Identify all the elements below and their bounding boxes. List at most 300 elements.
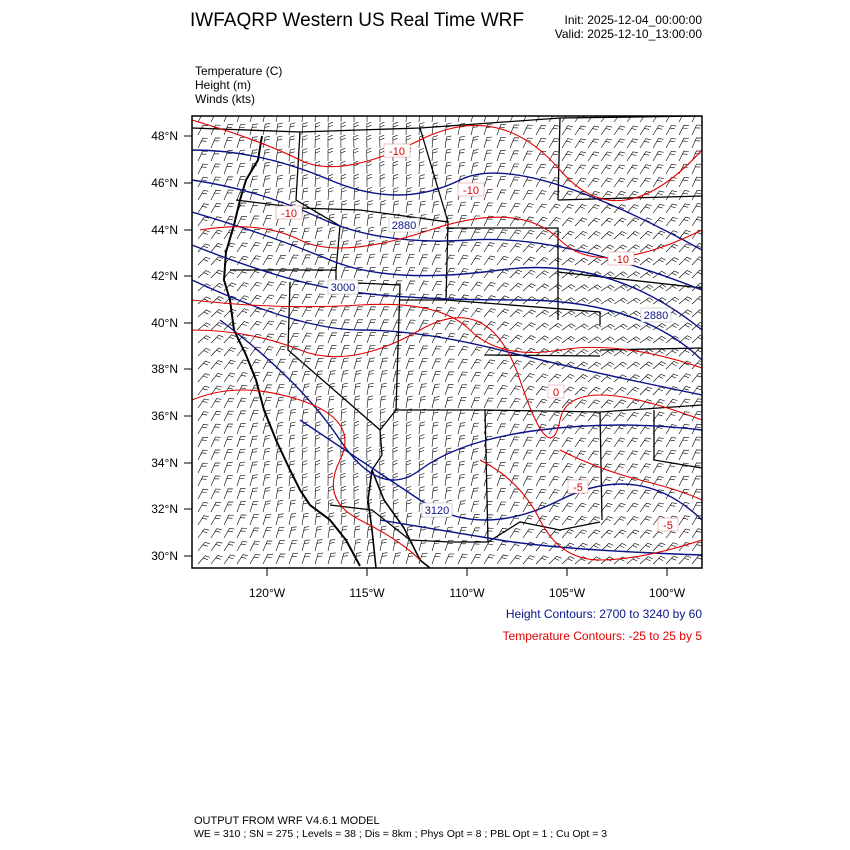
wind-barb bbox=[263, 295, 274, 304]
wind-barb bbox=[497, 449, 506, 460]
wind-barb bbox=[601, 178, 612, 187]
wind-barb bbox=[510, 164, 519, 174]
wind-barb bbox=[627, 362, 640, 369]
wind-barb bbox=[471, 398, 480, 408]
wind-barb bbox=[588, 231, 601, 239]
wind-barb bbox=[653, 204, 665, 213]
lon-label: 100°W bbox=[648, 586, 686, 600]
wind-barb bbox=[276, 554, 285, 564]
wind-barb bbox=[406, 241, 414, 252]
wind-barb bbox=[627, 126, 638, 135]
wind-barb bbox=[263, 176, 271, 187]
wind-barb bbox=[458, 397, 467, 408]
wind-barb bbox=[627, 218, 639, 226]
wind-barb bbox=[341, 122, 346, 135]
wind-barb bbox=[679, 529, 690, 538]
wind-barb bbox=[419, 268, 428, 278]
wind-barb bbox=[354, 148, 359, 161]
wind-barb bbox=[315, 473, 320, 486]
wind-barb bbox=[627, 387, 639, 395]
wind-barb bbox=[432, 359, 441, 369]
wind-barb bbox=[224, 555, 235, 564]
wind-barb bbox=[224, 463, 233, 473]
wind-barb bbox=[354, 539, 361, 551]
wind-barb bbox=[471, 475, 479, 486]
wind-barb bbox=[471, 385, 481, 395]
wind-barb bbox=[627, 451, 638, 460]
wind-barb bbox=[198, 556, 210, 564]
wind-barb bbox=[497, 411, 507, 421]
wind-barb bbox=[354, 371, 361, 382]
wind-barb bbox=[484, 256, 495, 265]
wind-barb bbox=[588, 477, 599, 486]
wind-barb bbox=[575, 231, 588, 239]
wind-barb bbox=[562, 516, 574, 525]
wind-barb bbox=[445, 346, 455, 356]
wind-barb bbox=[562, 400, 574, 409]
wind-barb bbox=[380, 333, 389, 343]
height-contour-legend: Height Contours: 2700 to 3240 by 60 bbox=[505, 607, 702, 621]
wind-barb bbox=[341, 409, 347, 422]
wind-barb bbox=[640, 543, 652, 551]
wind-barb bbox=[575, 298, 588, 304]
wind-barb bbox=[354, 201, 360, 213]
wind-barb bbox=[250, 462, 258, 473]
wind-barb bbox=[263, 282, 274, 291]
wind-barb bbox=[445, 435, 452, 447]
wind-barb bbox=[601, 517, 613, 525]
wind-barb bbox=[614, 451, 625, 460]
wind-barb bbox=[224, 450, 233, 460]
wind-barb bbox=[419, 473, 424, 486]
wind-barb bbox=[471, 449, 479, 460]
wind-barb bbox=[549, 284, 562, 291]
wind-barb bbox=[315, 188, 321, 200]
wind-barb bbox=[289, 448, 295, 460]
wind-barb bbox=[224, 360, 236, 369]
wind-barb bbox=[315, 447, 320, 460]
wind-barb bbox=[445, 487, 452, 499]
height-label bbox=[422, 503, 452, 517]
wind-barb bbox=[289, 422, 296, 434]
wind-barb bbox=[328, 473, 333, 486]
wind-barb bbox=[692, 190, 702, 200]
wind-barb bbox=[458, 347, 468, 357]
wind-barb bbox=[406, 268, 415, 278]
wind-barb bbox=[250, 411, 259, 422]
wind-barb bbox=[380, 161, 385, 174]
wind-barb bbox=[237, 216, 247, 226]
svg-text:2880: 2880 bbox=[391, 220, 417, 232]
wind-barb bbox=[497, 112, 506, 122]
wind-barb bbox=[432, 435, 438, 447]
wind-barb bbox=[666, 476, 676, 486]
wind-barb bbox=[406, 553, 414, 564]
wind-barb bbox=[497, 424, 506, 434]
wind-barb bbox=[523, 125, 533, 135]
wind-barb bbox=[614, 245, 627, 252]
wind-barb bbox=[406, 434, 411, 447]
wind-barb bbox=[198, 476, 208, 486]
wind-barb bbox=[393, 241, 401, 252]
wind-barb bbox=[419, 540, 427, 551]
wind-barb bbox=[666, 503, 677, 512]
wind-barb bbox=[575, 139, 586, 148]
wind-barb bbox=[406, 422, 412, 435]
wind-barb bbox=[380, 214, 387, 226]
svg-text:0: 0 bbox=[552, 387, 560, 399]
wind-barb bbox=[198, 516, 209, 525]
wind-barb bbox=[458, 474, 465, 486]
wind-barb bbox=[692, 529, 703, 538]
wind-barb bbox=[549, 556, 561, 564]
svg-text:-10: -10 bbox=[281, 208, 297, 220]
wind-barb bbox=[211, 112, 221, 122]
wind-barb bbox=[614, 400, 626, 408]
wind-barb bbox=[640, 126, 651, 135]
wind-barb bbox=[549, 311, 562, 318]
wind-barb bbox=[237, 230, 247, 240]
wind-barb bbox=[276, 136, 283, 148]
wind-barb bbox=[601, 413, 613, 422]
svg-text:-5: -5 bbox=[573, 482, 583, 494]
wind-barb bbox=[380, 409, 386, 422]
wind-barb bbox=[627, 412, 639, 421]
lon-label: 120°W bbox=[248, 586, 286, 600]
wind-barb bbox=[601, 451, 612, 460]
wind-barb bbox=[211, 542, 222, 551]
wind-barb bbox=[549, 204, 560, 213]
wind-barb bbox=[575, 152, 586, 161]
wind-barb bbox=[536, 374, 548, 382]
wind-barb bbox=[302, 553, 311, 564]
wind-barb bbox=[627, 503, 638, 512]
wind-barb bbox=[393, 486, 398, 499]
wind-barb bbox=[367, 553, 375, 564]
wind-barb bbox=[341, 513, 347, 525]
wind-barb bbox=[406, 358, 415, 369]
wind-barb bbox=[640, 425, 651, 434]
wind-barb bbox=[341, 214, 348, 226]
wind-barb bbox=[198, 257, 210, 265]
wind-barb bbox=[471, 163, 479, 174]
wind-barb bbox=[237, 449, 245, 460]
wind-barb bbox=[250, 137, 258, 148]
wind-barb bbox=[198, 151, 208, 161]
wind-barb bbox=[237, 424, 246, 434]
wind-barb bbox=[666, 113, 677, 122]
wind-barb bbox=[471, 256, 482, 265]
wind-barb bbox=[406, 460, 411, 473]
wind-barb bbox=[536, 336, 549, 343]
wind-barb bbox=[575, 258, 588, 265]
init-time: Init: 2025-12-04_00:00:00 bbox=[564, 13, 702, 27]
wind-barb bbox=[562, 231, 574, 239]
longitude-ticks bbox=[267, 568, 667, 576]
wind-barb bbox=[484, 282, 496, 291]
wind-barb bbox=[497, 360, 508, 369]
wind-barb bbox=[562, 285, 575, 292]
wind-barb bbox=[224, 411, 234, 421]
wind-barb bbox=[380, 281, 389, 291]
lat-label: 32°N bbox=[151, 502, 178, 516]
wind-barb bbox=[211, 230, 222, 239]
wind-barb bbox=[289, 320, 299, 330]
wind-barb bbox=[302, 307, 312, 317]
wind-barb bbox=[588, 324, 601, 330]
wind-barb bbox=[601, 139, 612, 148]
wind-barb bbox=[523, 336, 536, 344]
wind-barb bbox=[263, 528, 272, 538]
wind-barb bbox=[406, 396, 413, 408]
wind-barb bbox=[432, 281, 442, 291]
wind-barb bbox=[445, 372, 454, 382]
wind-barb bbox=[341, 371, 349, 382]
wind-barb bbox=[510, 555, 522, 564]
wind-barb bbox=[289, 435, 295, 447]
wind-barb bbox=[484, 373, 495, 383]
wind-barb bbox=[640, 412, 652, 421]
model-version: OUTPUT FROM WRF V4.6.1 MODEL bbox=[194, 815, 380, 827]
wind-barb bbox=[263, 347, 274, 356]
wind-barb bbox=[328, 371, 336, 382]
wind-barb bbox=[627, 178, 638, 187]
wind-barb bbox=[276, 242, 286, 252]
wind-barb bbox=[640, 152, 651, 161]
wind-barb bbox=[497, 437, 506, 447]
wind-barb bbox=[536, 204, 547, 213]
wind-barb bbox=[523, 502, 533, 512]
wind-barb bbox=[588, 258, 601, 265]
wind-barb bbox=[627, 543, 639, 551]
wind-barb bbox=[575, 349, 588, 356]
wind-barb bbox=[302, 123, 308, 135]
wind-barb bbox=[497, 515, 507, 525]
wind-barb bbox=[354, 396, 360, 408]
wind-barb bbox=[445, 162, 451, 174]
wind-barb bbox=[263, 436, 270, 448]
wind-barb bbox=[198, 138, 208, 148]
wind-barb bbox=[328, 539, 335, 551]
wind-barb bbox=[588, 245, 601, 252]
wind-barb bbox=[588, 152, 599, 161]
wind-barb bbox=[250, 423, 258, 434]
wind-barb bbox=[237, 150, 245, 161]
wind-barb bbox=[302, 215, 309, 226]
wind-barb bbox=[523, 244, 535, 252]
wind-barb bbox=[341, 201, 347, 213]
wind-barb bbox=[471, 347, 482, 356]
wind-barb bbox=[653, 543, 665, 551]
wind-barb bbox=[263, 448, 270, 460]
wind-barb bbox=[614, 152, 625, 161]
wind-barb bbox=[640, 530, 652, 538]
wind-barb bbox=[601, 232, 614, 240]
wind-barb bbox=[211, 399, 222, 408]
wind-barb bbox=[302, 371, 310, 382]
wind-barb bbox=[198, 271, 211, 279]
wind-barb bbox=[211, 243, 223, 252]
wind-barb bbox=[562, 336, 575, 343]
wind-barb bbox=[601, 337, 614, 343]
wind-barb bbox=[406, 447, 411, 460]
wind-barb bbox=[653, 165, 664, 174]
wind-barb bbox=[367, 358, 375, 369]
wind-barb bbox=[562, 311, 575, 317]
wind-barb bbox=[575, 205, 587, 214]
wind-barb bbox=[484, 488, 492, 499]
wind-barb bbox=[328, 148, 333, 161]
wind-barb bbox=[302, 474, 308, 487]
wind-barb bbox=[640, 113, 651, 122]
wind-barb bbox=[445, 202, 453, 213]
wind-barb bbox=[653, 374, 665, 382]
wind-barb bbox=[536, 361, 548, 369]
wind-barb bbox=[341, 345, 350, 356]
wind-barb bbox=[328, 460, 333, 473]
wind-barb bbox=[666, 217, 678, 226]
wind-barb bbox=[393, 499, 398, 512]
wind-barb bbox=[575, 451, 586, 460]
wind-barb bbox=[380, 371, 387, 382]
wind-barb bbox=[627, 298, 640, 304]
wind-barb bbox=[224, 398, 234, 408]
wind-barb bbox=[289, 294, 299, 304]
wind-barb bbox=[536, 463, 546, 473]
wind-barb bbox=[289, 359, 298, 369]
wind-barb bbox=[640, 387, 652, 395]
wind-barb bbox=[393, 553, 401, 564]
wind-barb bbox=[354, 174, 359, 187]
wind-barb bbox=[315, 434, 320, 447]
wind-barb bbox=[601, 324, 614, 330]
wind-barb bbox=[497, 150, 506, 161]
wind-barb bbox=[224, 528, 234, 538]
wind-barb bbox=[302, 540, 310, 551]
height-label bbox=[641, 308, 671, 322]
wind-barb bbox=[354, 307, 363, 317]
wind-barb bbox=[588, 451, 599, 460]
wind-barb bbox=[549, 463, 559, 473]
wind-barb bbox=[367, 434, 372, 447]
wind-barb bbox=[393, 460, 398, 473]
wind-barb bbox=[380, 539, 387, 551]
wind-barb bbox=[510, 386, 521, 395]
wind-barb bbox=[250, 321, 262, 330]
wind-barb bbox=[640, 231, 652, 239]
wind-barb bbox=[575, 517, 587, 526]
wind-barb bbox=[237, 137, 245, 148]
wind-barb bbox=[393, 320, 402, 330]
wind-barb bbox=[588, 400, 600, 408]
wind-barb bbox=[536, 450, 546, 460]
wind-barb bbox=[419, 320, 429, 330]
wind-barb bbox=[198, 204, 209, 213]
wind-barb bbox=[367, 447, 372, 460]
wind-barb bbox=[601, 218, 613, 226]
wind-barb bbox=[549, 399, 561, 408]
wind-barb bbox=[549, 218, 561, 227]
wind-barb bbox=[380, 358, 388, 369]
wind-barb bbox=[380, 148, 385, 161]
wind-barb bbox=[276, 123, 283, 135]
wind-barb bbox=[419, 384, 427, 395]
wind-barb bbox=[666, 191, 677, 200]
wind-barb bbox=[523, 151, 533, 161]
wind-barb bbox=[237, 309, 249, 317]
wind-barb bbox=[575, 324, 588, 330]
wind-barb bbox=[263, 501, 271, 512]
wind-barb bbox=[276, 397, 284, 408]
wind-barb bbox=[393, 161, 398, 174]
wind-barb bbox=[224, 373, 235, 382]
wind-barb bbox=[614, 218, 626, 226]
wind-barb bbox=[614, 438, 625, 447]
wind-barb bbox=[484, 163, 492, 174]
wind-barb bbox=[419, 371, 427, 382]
wind-barb bbox=[640, 374, 653, 382]
wind-barb bbox=[497, 489, 506, 499]
wind-barb bbox=[406, 254, 415, 265]
wind-barb bbox=[614, 298, 627, 304]
wind-barb bbox=[341, 254, 349, 265]
wind-barb bbox=[536, 310, 549, 317]
svg-text:2880: 2880 bbox=[643, 310, 669, 322]
wind-barb bbox=[250, 488, 258, 499]
wind-barb bbox=[224, 270, 236, 278]
wind-barb bbox=[198, 361, 210, 369]
temperature-label bbox=[384, 144, 410, 158]
wind-barb bbox=[640, 362, 653, 369]
wind-barb bbox=[458, 448, 465, 460]
wind-barb bbox=[575, 375, 588, 383]
wind-barb bbox=[588, 413, 600, 422]
wind-barb bbox=[471, 410, 480, 421]
wind-barb bbox=[614, 178, 625, 187]
wind-barb bbox=[224, 476, 233, 486]
wind-barb bbox=[432, 448, 438, 460]
wind-barb bbox=[523, 164, 533, 174]
temperature-label bbox=[608, 252, 634, 266]
wind-barb bbox=[562, 165, 573, 174]
wind-barb bbox=[315, 122, 320, 135]
wind-barb bbox=[471, 501, 479, 512]
wind-barb bbox=[198, 542, 210, 551]
wind-barb bbox=[224, 138, 233, 148]
wind-barb bbox=[211, 164, 220, 174]
wind-barb bbox=[601, 205, 613, 213]
wind-barb bbox=[549, 490, 560, 499]
wind-barb bbox=[302, 435, 308, 447]
wind-barb bbox=[679, 177, 689, 187]
wind-barb bbox=[640, 451, 651, 460]
wind-barb bbox=[302, 188, 308, 200]
wind-barb bbox=[406, 294, 416, 304]
wind-barb bbox=[315, 513, 321, 525]
wind-barb bbox=[328, 241, 336, 252]
wind-barb bbox=[640, 165, 651, 174]
wind-barb bbox=[692, 112, 702, 122]
wind-barb bbox=[666, 323, 679, 330]
wind-barb bbox=[679, 244, 691, 252]
wind-barb bbox=[588, 350, 601, 357]
latitude-ticks bbox=[184, 136, 192, 556]
wind-barb bbox=[328, 526, 335, 538]
wind-barb bbox=[497, 230, 508, 239]
wind-barb bbox=[198, 424, 208, 434]
wind-barb bbox=[198, 463, 208, 473]
model-settings: WE = 310 ; SN = 275 ; Levels = 38 ; Dis = 8km ; Phys Opt = 8 ; PBL Opt = 1 ; Cu Opt = 3 bbox=[194, 828, 608, 840]
